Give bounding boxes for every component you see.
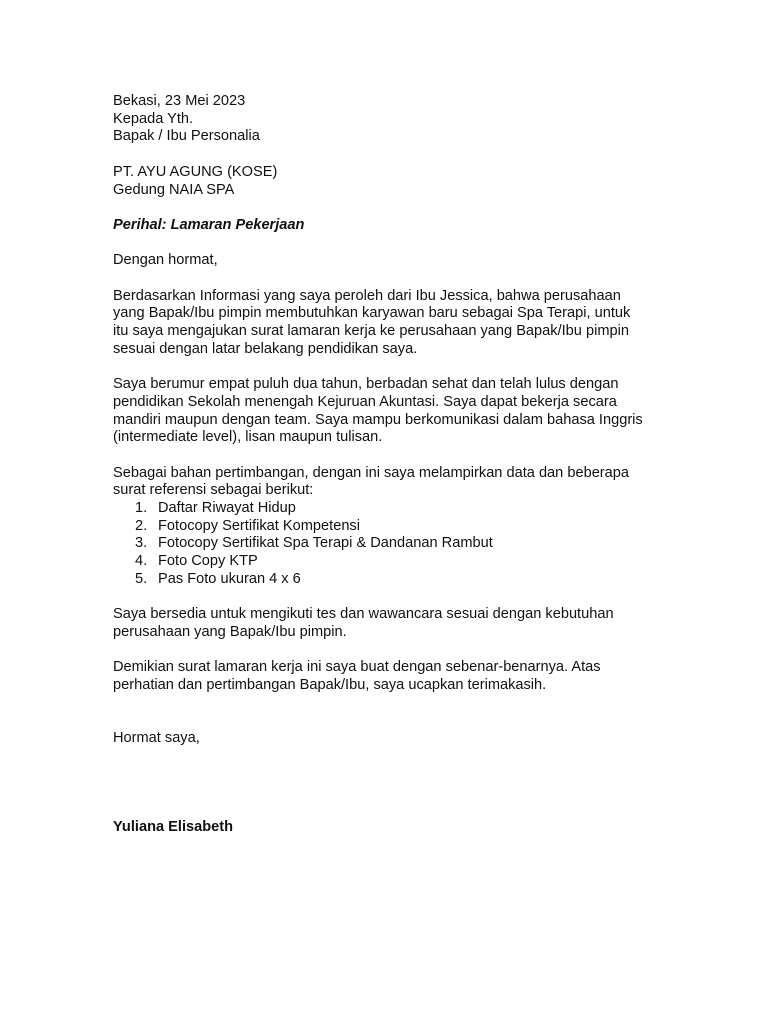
paragraph-line: Berdasarkan Informasi yang saya peroleh dari Ibu Jessica, bahwa perusahaan bbox=[113, 287, 621, 304]
list-number: 4. bbox=[135, 553, 148, 570]
list-item bbox=[113, 553, 673, 571]
place-date: Bekasi, 23 Mei 2023 bbox=[113, 93, 246, 109]
list-number: 2. bbox=[135, 517, 148, 534]
greeting: Dengan hormat, bbox=[113, 252, 218, 269]
paragraph-line: Sebagai bahan pertimbangan, dengan ini saya melampirkan data dan beberapa bbox=[113, 464, 630, 481]
list-text: Fotocopy Sertifikat Spa Terapi & Dandanan Rambut bbox=[158, 535, 493, 552]
paragraph-closing bbox=[113, 659, 673, 694]
recipient: Bapak / Ibu Personalia bbox=[113, 128, 260, 145]
list-number: 1. bbox=[135, 500, 148, 517]
paragraph-profile bbox=[113, 376, 673, 447]
paragraph-intro bbox=[113, 288, 673, 359]
paragraph-interview bbox=[113, 606, 673, 641]
company-building: Gedung NAIA SPA bbox=[113, 181, 235, 198]
paragraph-line: sesuai dengan latar belakang pendidikan saya. bbox=[113, 340, 418, 357]
paragraph-line: perusahaan yang Bapak/Ibu pimpin. bbox=[113, 623, 347, 640]
list-item bbox=[113, 500, 673, 518]
paragraph-line: Saya bersedia untuk mengikuti tes dan wawancara sesuai dengan kebutuhan bbox=[113, 606, 614, 623]
paragraph-line: (intermediate level), lisan maupun tulisan. bbox=[113, 429, 383, 446]
company-name: PT. AYU AGUNG (KOSE) bbox=[113, 163, 278, 180]
paragraph-line: pendidikan Sekolah menengah Kejuruan Akuntasi. Saya dapat bekerja secara bbox=[113, 393, 617, 410]
list-text: Pas Foto ukuran 4 x 6 bbox=[158, 570, 301, 587]
list-item bbox=[113, 518, 673, 536]
paragraph-line: mandiri maupun dengan team. Saya mampu berkomunikasi dalam bahasa Inggris bbox=[113, 411, 643, 428]
paragraph-attachments-intro bbox=[113, 465, 673, 500]
company-address bbox=[113, 164, 673, 199]
list-text: Daftar Riwayat Hidup bbox=[158, 500, 296, 517]
paragraph-line: yang Bapak/Ibu pimpin membutuhkan karyawan baru sebagai Spa Terapi, untuk bbox=[113, 305, 631, 322]
list-item bbox=[113, 571, 673, 589]
letter-page bbox=[113, 93, 673, 836]
letter-header bbox=[113, 93, 673, 146]
list-number: 3. bbox=[135, 535, 148, 552]
signer-name: Yuliana Elisabeth bbox=[113, 818, 234, 835]
attachment-list bbox=[113, 500, 673, 589]
signoff: Hormat saya, bbox=[113, 730, 200, 747]
list-number: 5. bbox=[135, 570, 148, 587]
paragraph-line: Saya berumur empat puluh dua tahun, berbadan sehat dan telah lulus dengan bbox=[113, 376, 619, 393]
list-item bbox=[113, 535, 673, 553]
paragraph-line: surat referensi sebagai berikut: bbox=[113, 482, 314, 499]
subject-line: Perihal: Lamaran Pekerjaan bbox=[113, 216, 305, 233]
paragraph-line: perhatian dan pertimbangan Bapak/Ibu, saya ucapkan terimakasih. bbox=[113, 677, 547, 694]
paragraph-line: Demikian surat lamaran kerja ini saya buat dengan sebenar-benarnya. Atas bbox=[113, 659, 601, 676]
to-line: Kepada Yth. bbox=[113, 110, 194, 127]
list-text: Fotocopy Sertifikat Kompetensi bbox=[158, 517, 360, 534]
list-text: Foto Copy KTP bbox=[158, 553, 258, 570]
paragraph-line: itu saya mengajukan surat lamaran kerja ke perusahaan yang Bapak/Ibu pimpin bbox=[113, 323, 629, 340]
